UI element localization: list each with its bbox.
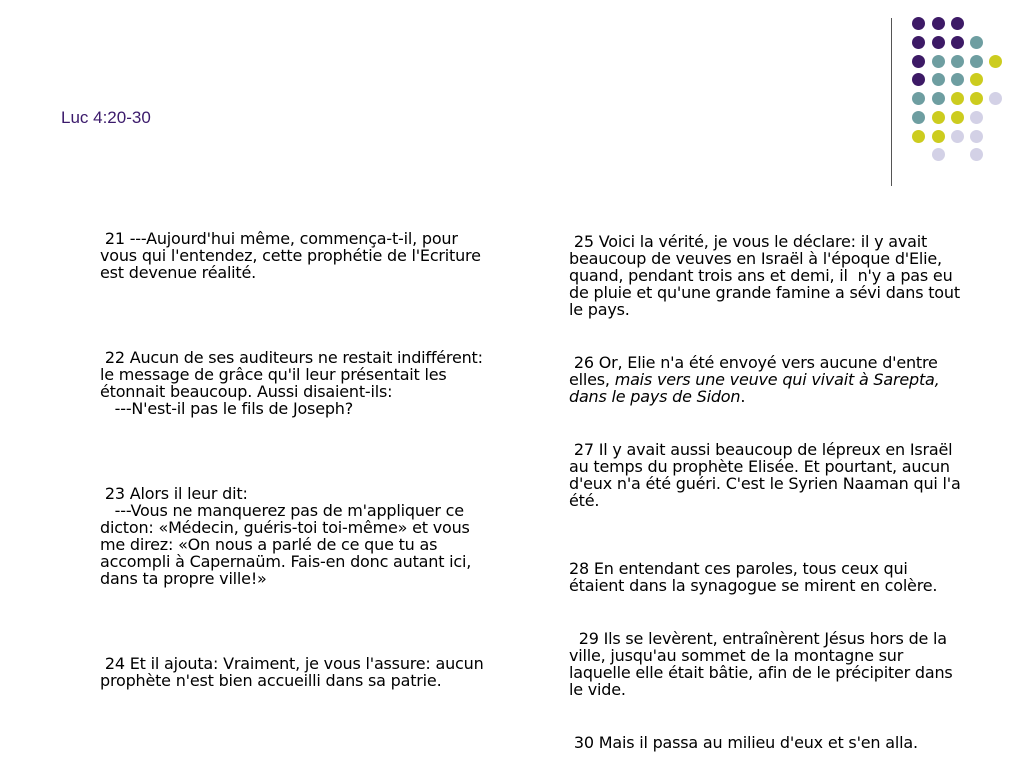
verse-28: 28 En entendant ces paroles, tous ceux qui étaient dans la synagogue se mirent en colère.	[569, 559, 938, 595]
dot	[912, 111, 925, 124]
dot	[912, 130, 925, 143]
dot	[912, 17, 925, 30]
verse-26	[569, 354, 964, 405]
dot	[970, 148, 983, 161]
dot	[951, 130, 964, 143]
verse-24: 24 Et il ajouta: Vraiment, je vous l'assure: aucun prophète n'est bien accueilli dans sa patrie.	[100, 654, 489, 690]
verse-22: 22 Aucun de ses auditeurs ne restait indifférent: le message de grâce qu'il leur présentait les étonnait beaucoup. Aussi disaient-ils: ---N'est-il pas le fils de Joseph?	[100, 348, 483, 418]
verse-26-italic: mais vers une veuve qui vivait à Sarepta, dans le pays de Sidon	[569, 370, 945, 406]
verse-29: 29 Ils se levèrent, entraînèrent Jésus hors de la ville, jusqu'au sommet de la montagne sur laquelle elle était bâtie, afin de le précipiter dans le vide.	[569, 629, 958, 699]
left-text-column	[100, 196, 495, 706]
dot	[989, 55, 1002, 68]
dot	[932, 55, 945, 68]
dot	[932, 92, 945, 105]
divider-line	[891, 18, 892, 186]
dot	[912, 36, 925, 49]
verse-26-end: .	[740, 387, 746, 406]
dot	[932, 148, 945, 161]
dot	[970, 36, 983, 49]
dot	[951, 17, 964, 30]
dot	[932, 73, 945, 86]
dot	[970, 92, 983, 105]
dot	[912, 73, 925, 86]
dot	[951, 55, 964, 68]
right-text-column	[569, 199, 964, 768]
dot	[970, 73, 983, 86]
verse-27: 27 Il y avait aussi beaucoup de lépreux en Israël au temps du prophète Elisée. Et pourtant, aucun d'eux n'a été guéri. C'est le Syrien Naaman qui l'a été.	[569, 440, 966, 510]
dot	[951, 111, 964, 124]
dot	[951, 92, 964, 105]
verse-26-text: 26 Or, Elie n'a été envoyé vers aucune d'entre elles,	[569, 353, 943, 389]
dot	[932, 130, 945, 143]
verse-23: 23 Alors il leur dit: ---Vous ne manquerez pas de m'appliquer ce dicton: «Médecin, guéris-toi toi-même» et vous me direz: «On nous a parlé de ce que tu as accompli à Capernaüm. Fais-en donc autant ici, dans ta propre ville!»	[100, 484, 472, 588]
dot	[912, 55, 925, 68]
dot	[989, 92, 1002, 105]
dot	[932, 111, 945, 124]
dot	[912, 92, 925, 105]
slide-title: Luc 4:20-30	[61, 108, 151, 127]
dot	[932, 17, 945, 30]
dot	[970, 55, 983, 68]
dot	[932, 36, 945, 49]
dot	[951, 36, 964, 49]
dot	[970, 111, 983, 124]
verse-21: 21 ---Aujourd'hui même, commença-t-il, pour vous qui l'entendez, cette prophétie de l'Ecriture est devenue réalité.	[100, 229, 486, 282]
dot	[970, 130, 983, 143]
verse-30: 30 Mais il passa au milieu d'eux et s'en alla.	[569, 733, 918, 752]
dot	[951, 73, 964, 86]
verse-25: 25 Voici la vérité, je vous le déclare: il y avait beaucoup de veuves en Israël à l'époque d'Elie, quand, pendant trois ans et demi, il n'y a pas eu de pluie et qu'une grande famine a sévi dans tout le pays.	[569, 232, 965, 319]
